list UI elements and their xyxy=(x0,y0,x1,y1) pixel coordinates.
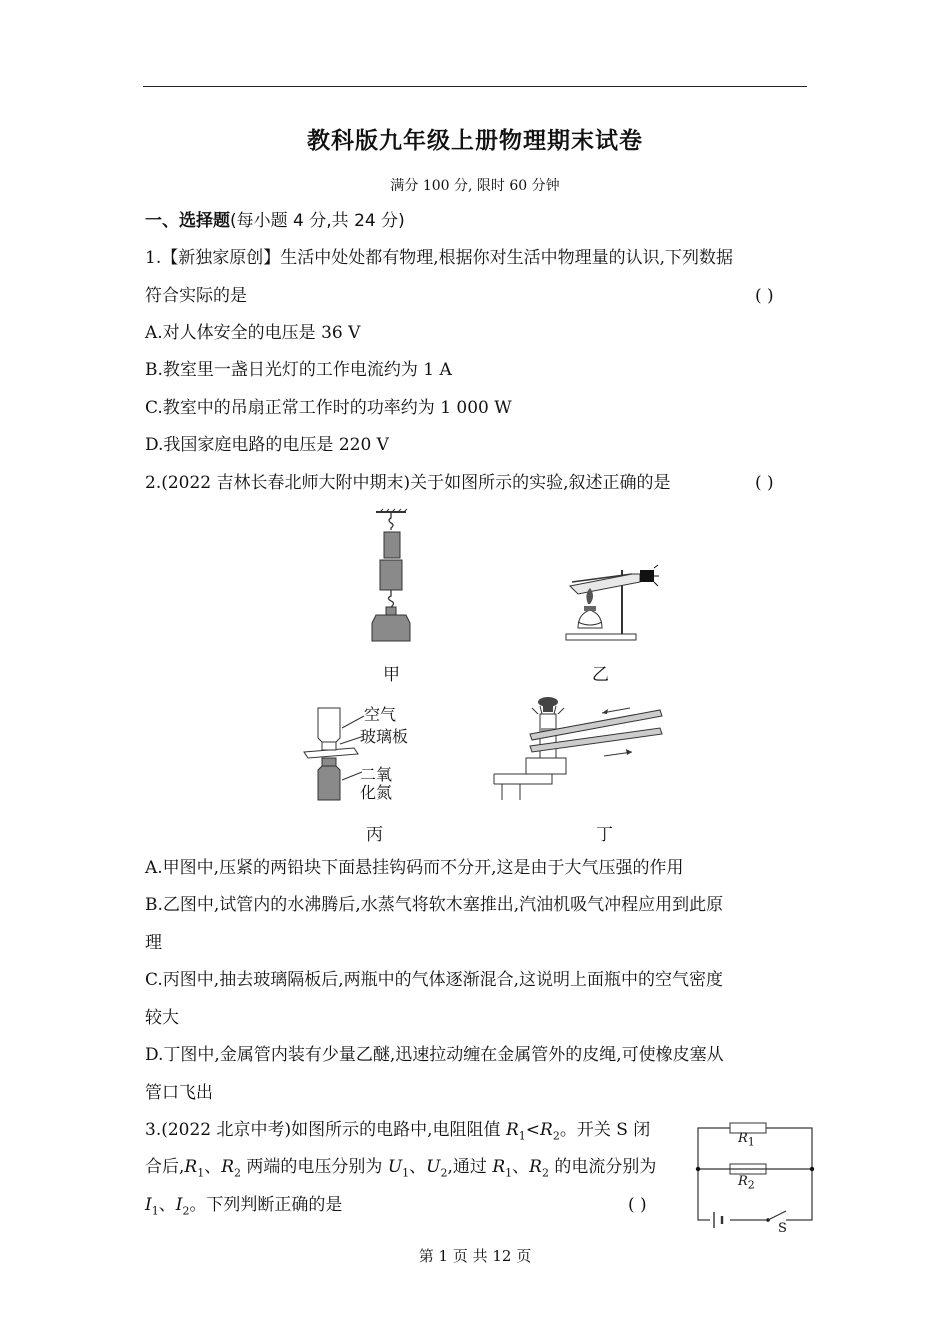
q3-stem-line2: 合后$,R_1$、$R_2$ 两端的电压分别为 $U_1$、$U_2$,通过 $R_1$、$R_2$ 的电流分别为 xyxy=(145,1157,657,1180)
figure-label-bing: 丙 xyxy=(366,825,383,845)
section-note: (每小题 4 分,共 24 分) xyxy=(230,211,405,231)
q1-option-d: D.我国家庭电路的电压是 220 V xyxy=(145,435,389,455)
q1-option-a: A.对人体安全的电压是 36 V xyxy=(145,323,361,343)
q1-option-b: B.教室里一盏日光灯的工作电流约为 1 A xyxy=(145,360,452,380)
section-heading xyxy=(145,209,405,233)
q1-stem-line1: 1.【新独家原创】生活中处处都有物理,根据你对生活中物理量的认识,下列数据 xyxy=(145,248,734,268)
q2-option-d-line1: D.丁图中,金属管内装有少量乙醚,迅速拉动缠在金属管外的皮绳,可使橡皮塞从 xyxy=(145,1045,724,1065)
q3-answer-bracket[interactable]: ( ) xyxy=(628,1195,647,1215)
figure-label-no2-line2: 化氮 xyxy=(360,783,393,802)
q2-option-b-line2: 理 xyxy=(145,933,162,953)
q1-option-c: C.教室中的吊扇正常工作时的功率约为 1 000 W xyxy=(145,398,512,418)
figure-jia-lead-blocks xyxy=(360,508,420,644)
q2-option-d-line2: 管口飞出 xyxy=(145,1083,213,1103)
figure-label-air: 空气 xyxy=(364,705,397,724)
figure-label-no2-line1: 二氧 xyxy=(360,765,393,784)
q2-answer-bracket[interactable]: ( ) xyxy=(755,473,774,493)
figure-bing-pointer-lines xyxy=(336,710,366,790)
header-rule xyxy=(143,86,807,87)
circuit-diagram xyxy=(690,1118,820,1238)
figure-label-glass-plate: 玻璃板 xyxy=(360,727,409,746)
q2-option-a: A.甲图中,压紧的两铅块下面悬挂钩码而不分开,这是由于大气压强的作用 xyxy=(145,858,684,878)
figure-label-yi: 乙 xyxy=(592,665,609,685)
q3-stem-line3: $I_1$、$I_2$。下列判断正确的是 xyxy=(145,1195,343,1218)
page-footer: 第 1 页 共 12 页 xyxy=(418,1247,532,1265)
q2-option-c-line1: C.丙图中,抽去玻璃隔板后,两瓶中的气体逐渐混合,这说明上面瓶中的空气密度 xyxy=(145,970,724,990)
figure-label-ding: 丁 xyxy=(596,825,613,845)
circuit-label-switch: S xyxy=(778,1221,787,1236)
q2-stem: 2.(2022 吉林长春北师大附中期末)关于如图所示的实验,叙述正确的是 xyxy=(145,473,671,493)
q1-stem-line2: 符合实际的是 xyxy=(145,286,247,306)
circuit-label-r1: $R_1$ xyxy=(738,1131,755,1149)
q2-option-c-line2: 较大 xyxy=(145,1008,179,1028)
page-title: 教科版九年级上册物理期末试卷 xyxy=(307,128,643,154)
page-subtitle: 满分 100 分, 限时 60 分钟 xyxy=(390,178,560,194)
q2-option-b-line1: B.乙图中,试管内的水沸腾后,水蒸气将软木塞推出,汽油机吸气冲程应用到此原 xyxy=(145,895,724,915)
figure-yi-test-tube xyxy=(560,560,660,646)
q3-stem-line1: 3.(2022 北京中考)如图所示的电路中,电阻阻值 $R_1<R_2$。开关 S 闭 xyxy=(145,1120,651,1143)
circuit-label-r2: $R_2$ xyxy=(738,1174,755,1192)
section-title: 一、选择题 xyxy=(145,211,230,231)
figure-label-jia: 甲 xyxy=(383,665,400,685)
q1-answer-bracket[interactable]: ( ) xyxy=(755,286,774,306)
figure-ding-metal-tube xyxy=(490,690,665,804)
